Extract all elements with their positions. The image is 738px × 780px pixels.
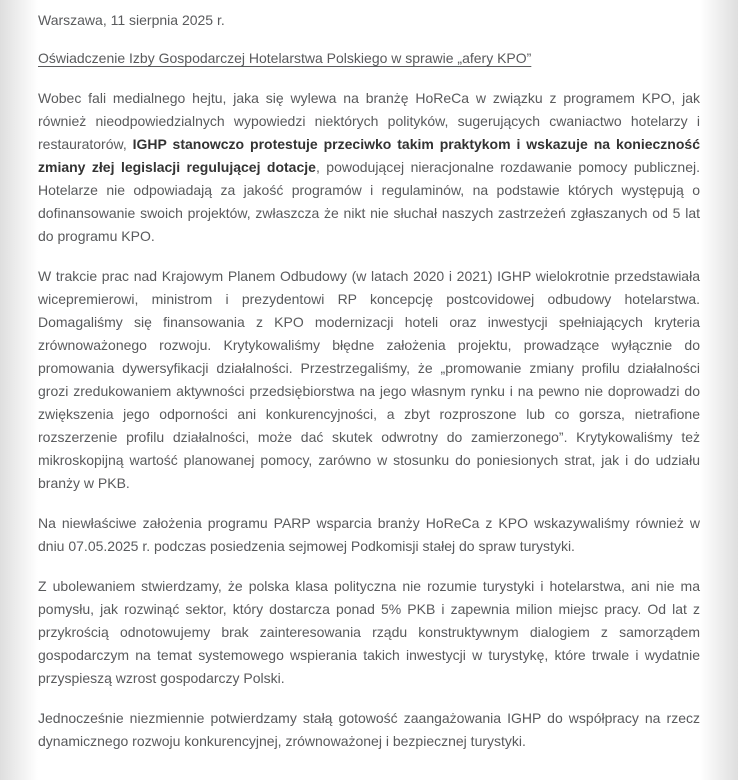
- date-line: Warszawa, 11 sierpnia 2025 r.: [38, 12, 225, 28]
- paragraph-5: Jednocześnie niezmiennie potwierdzamy stałą gotowość zaangażowania IGHP do współpracy na rzecz dynamicznego rozwoju konkurencyjnej, zrównoważonej i bezpiecznej turystyki.: [38, 710, 700, 749]
- statement-heading: Oświadczenie Izby Gospodarczej Hotelarstwa Polskiego w sprawie „afery KPO”: [38, 50, 532, 66]
- paragraph-3: Na niewłaściwe założenia programu PARP wsparcia branży HoReCa z KPO wskazywaliśmy również w dniu 07.05.2025 r. podczas posiedzenia sejmowej Podkomisji stałej do spraw turystyki.: [38, 515, 700, 554]
- paragraph-1-text: Wobec fali medialnego hejtu, jaka się wylewa na branżę HoReCa w związku z programem KPO, jak również nieodpowiedzialnych wypowiedzi niektórych polityków, sugerujących cwaniactwo hotelarzy i restauratorów,: [38, 90, 700, 152]
- paragraph-1: [38, 87, 700, 248]
- paragraph-2: W trakcie prac nad Krajowym Planem Odbudowy (w latach 2020 i 2021) IGHP wielokrotnie przedstawiała wicepremierowi, ministrom i prezydentowi RP koncepcję postcovidowej odbudowy hotelarstwa. Domagaliśmy się finansowania z KPO modernizacji hoteli oraz inwestycji spełniających kryteria zrównoważonego rozwoju. Krytykowaliśmy błędne założenia projektu, prowadzące wyłącznie do promowania dywersyfikacji działalności. Przestrzegaliśmy, że „promowanie zmiany profilu działalności grozi zredukowaniem aktywności przedsiębiorstwa na jego własnym rynku i na pewno nie doprowadzi do zwiększenia jego odporności ani konkurencyjności, a zbyt rozproszone lub co gorsza, nietrafione rozszerzenie profilu działalności, może dać skutek odwrotny do zamierzonego”. Krytykowaliśmy też mikroskopijną wartość planowanej pomocy, zarówno w stosunku do poniesionych strat, jak i do udziału branży w PKB.: [38, 268, 700, 491]
- paragraph-1-text-continued: , powodującej nieracjonalne rozdawanie pomocy publicznej. Hotelarze nie odpowiadają za jakość programów i regulaminów, na podstawie których występują o dofinansowanie swoich projektów, zwłaszcza że nikt nie słuchał naszych zastrzeżeń zgłaszanych od 5 lat do programu KPO.: [38, 159, 700, 244]
- paragraph-1-bold-statement: IGHP stanowczo protestuje przeciwko takim praktykom i wskazuje na konieczność zmiany złej legislacji regulującej dotacje: [38, 136, 700, 175]
- paragraph-4: Z ubolewaniem stwierdzamy, że polska klasa polityczna nie rozumie turystyki i hotelarstwa, ani nie ma pomysłu, jak rozwinąć sektor, który dostarcza ponad 5% PKB i zapewnia milion miejsc pracy. Od lat z przykrością odnotowujemy brak zainteresowania rządu konstruktywnym dialogiem z samorządem gospodarczym na temat systemowego wspierania takich inwestycji w turystykę, które trwale i wydatnie przyspieszą wzrost gospodarczy Polski.: [38, 578, 700, 686]
